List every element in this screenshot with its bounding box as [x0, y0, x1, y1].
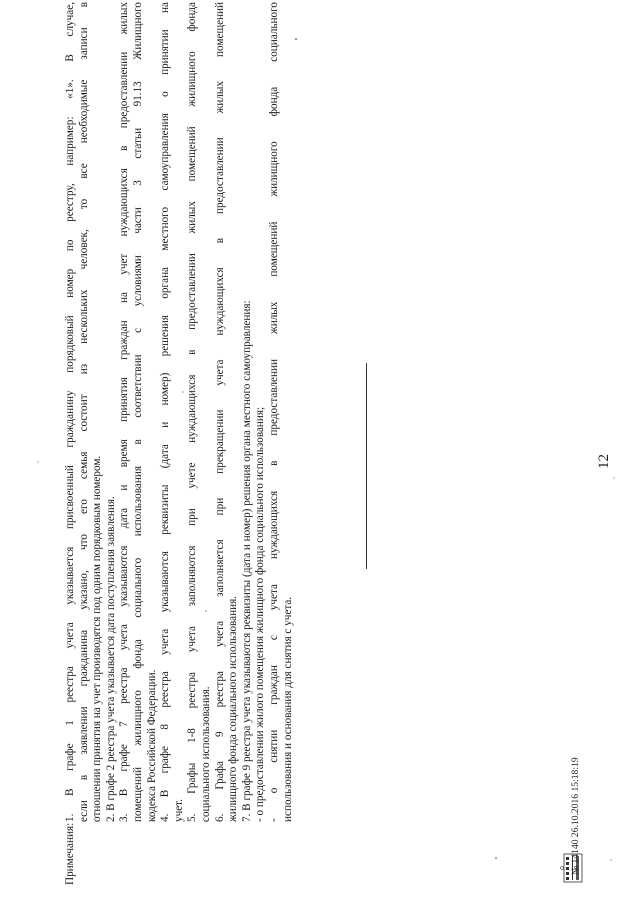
- document-stamp: № 14140 26.10.2016 15:18:19: [570, 757, 581, 875]
- notes-line: 7. В графе 9 реестра учета указываются реквизиты (дата и номер) решения органа местного самоуправления:: [240, 300, 253, 822]
- notes-line: 5. Графы 1-8 реестра учета заполняются при учете нуждающихся в предоставлении жилых помещений жилищного фонда: [186, 2, 199, 822]
- notes-line: 2. В графе 2 реестра учета указывается дата поступления заявления.: [104, 496, 117, 822]
- notes-line: 1. В графе 1 реестра учета указывается присвоенный гражданину порядковый номер по реестру, например: «1». В случае,: [64, 2, 76, 822]
- notes-line: если в заявлении гражданина указано, что его семья состоит из нескольких человек, то все необходимые записи в: [77, 2, 90, 822]
- notes-line: помещений жилищного фонда социального использования в соответствии с условиями части 3 статьи 91.13 Жилищного: [131, 2, 144, 822]
- notes-line: социального использования.: [199, 686, 212, 822]
- page-number: 12: [596, 454, 612, 469]
- notes-line: отношении принятия на учет производятся под одним порядковым номером.: [91, 455, 104, 822]
- notes-line: 6. Графа 9 реестра учета заполняется при прекращении учета нуждающихся в предоставлении жилых помещений: [213, 2, 226, 822]
- notes-line: использования и основания для снятия с учета.: [281, 596, 294, 822]
- notes-line: - о снятии граждан с учета нуждающихся в предоставлении жилых помещений жилищного фонда социального: [267, 2, 280, 822]
- notes-body: [64, 2, 295, 822]
- notes-line: 3. В графе 7 реестра учета указываются дата и время принятия граждан на учет нуждающихся в предоставлении жилых: [118, 2, 131, 822]
- separator-line: [366, 363, 367, 569]
- notes-label: Примечания:: [64, 822, 76, 885]
- notes-line: - о предоставлении жилого помещения жилищного фонда социального использования;: [254, 406, 267, 822]
- notes-line: 4. В графе 8 реестра учета указываются реквизиты (дата и номер) решения органа местного самоуправления о принятии на: [159, 2, 172, 822]
- notes-line: кодекса Российской Федерации.: [145, 669, 158, 822]
- notes-line: учет.: [172, 798, 185, 822]
- notes-line: жилищного фонда социального использования.: [227, 595, 240, 822]
